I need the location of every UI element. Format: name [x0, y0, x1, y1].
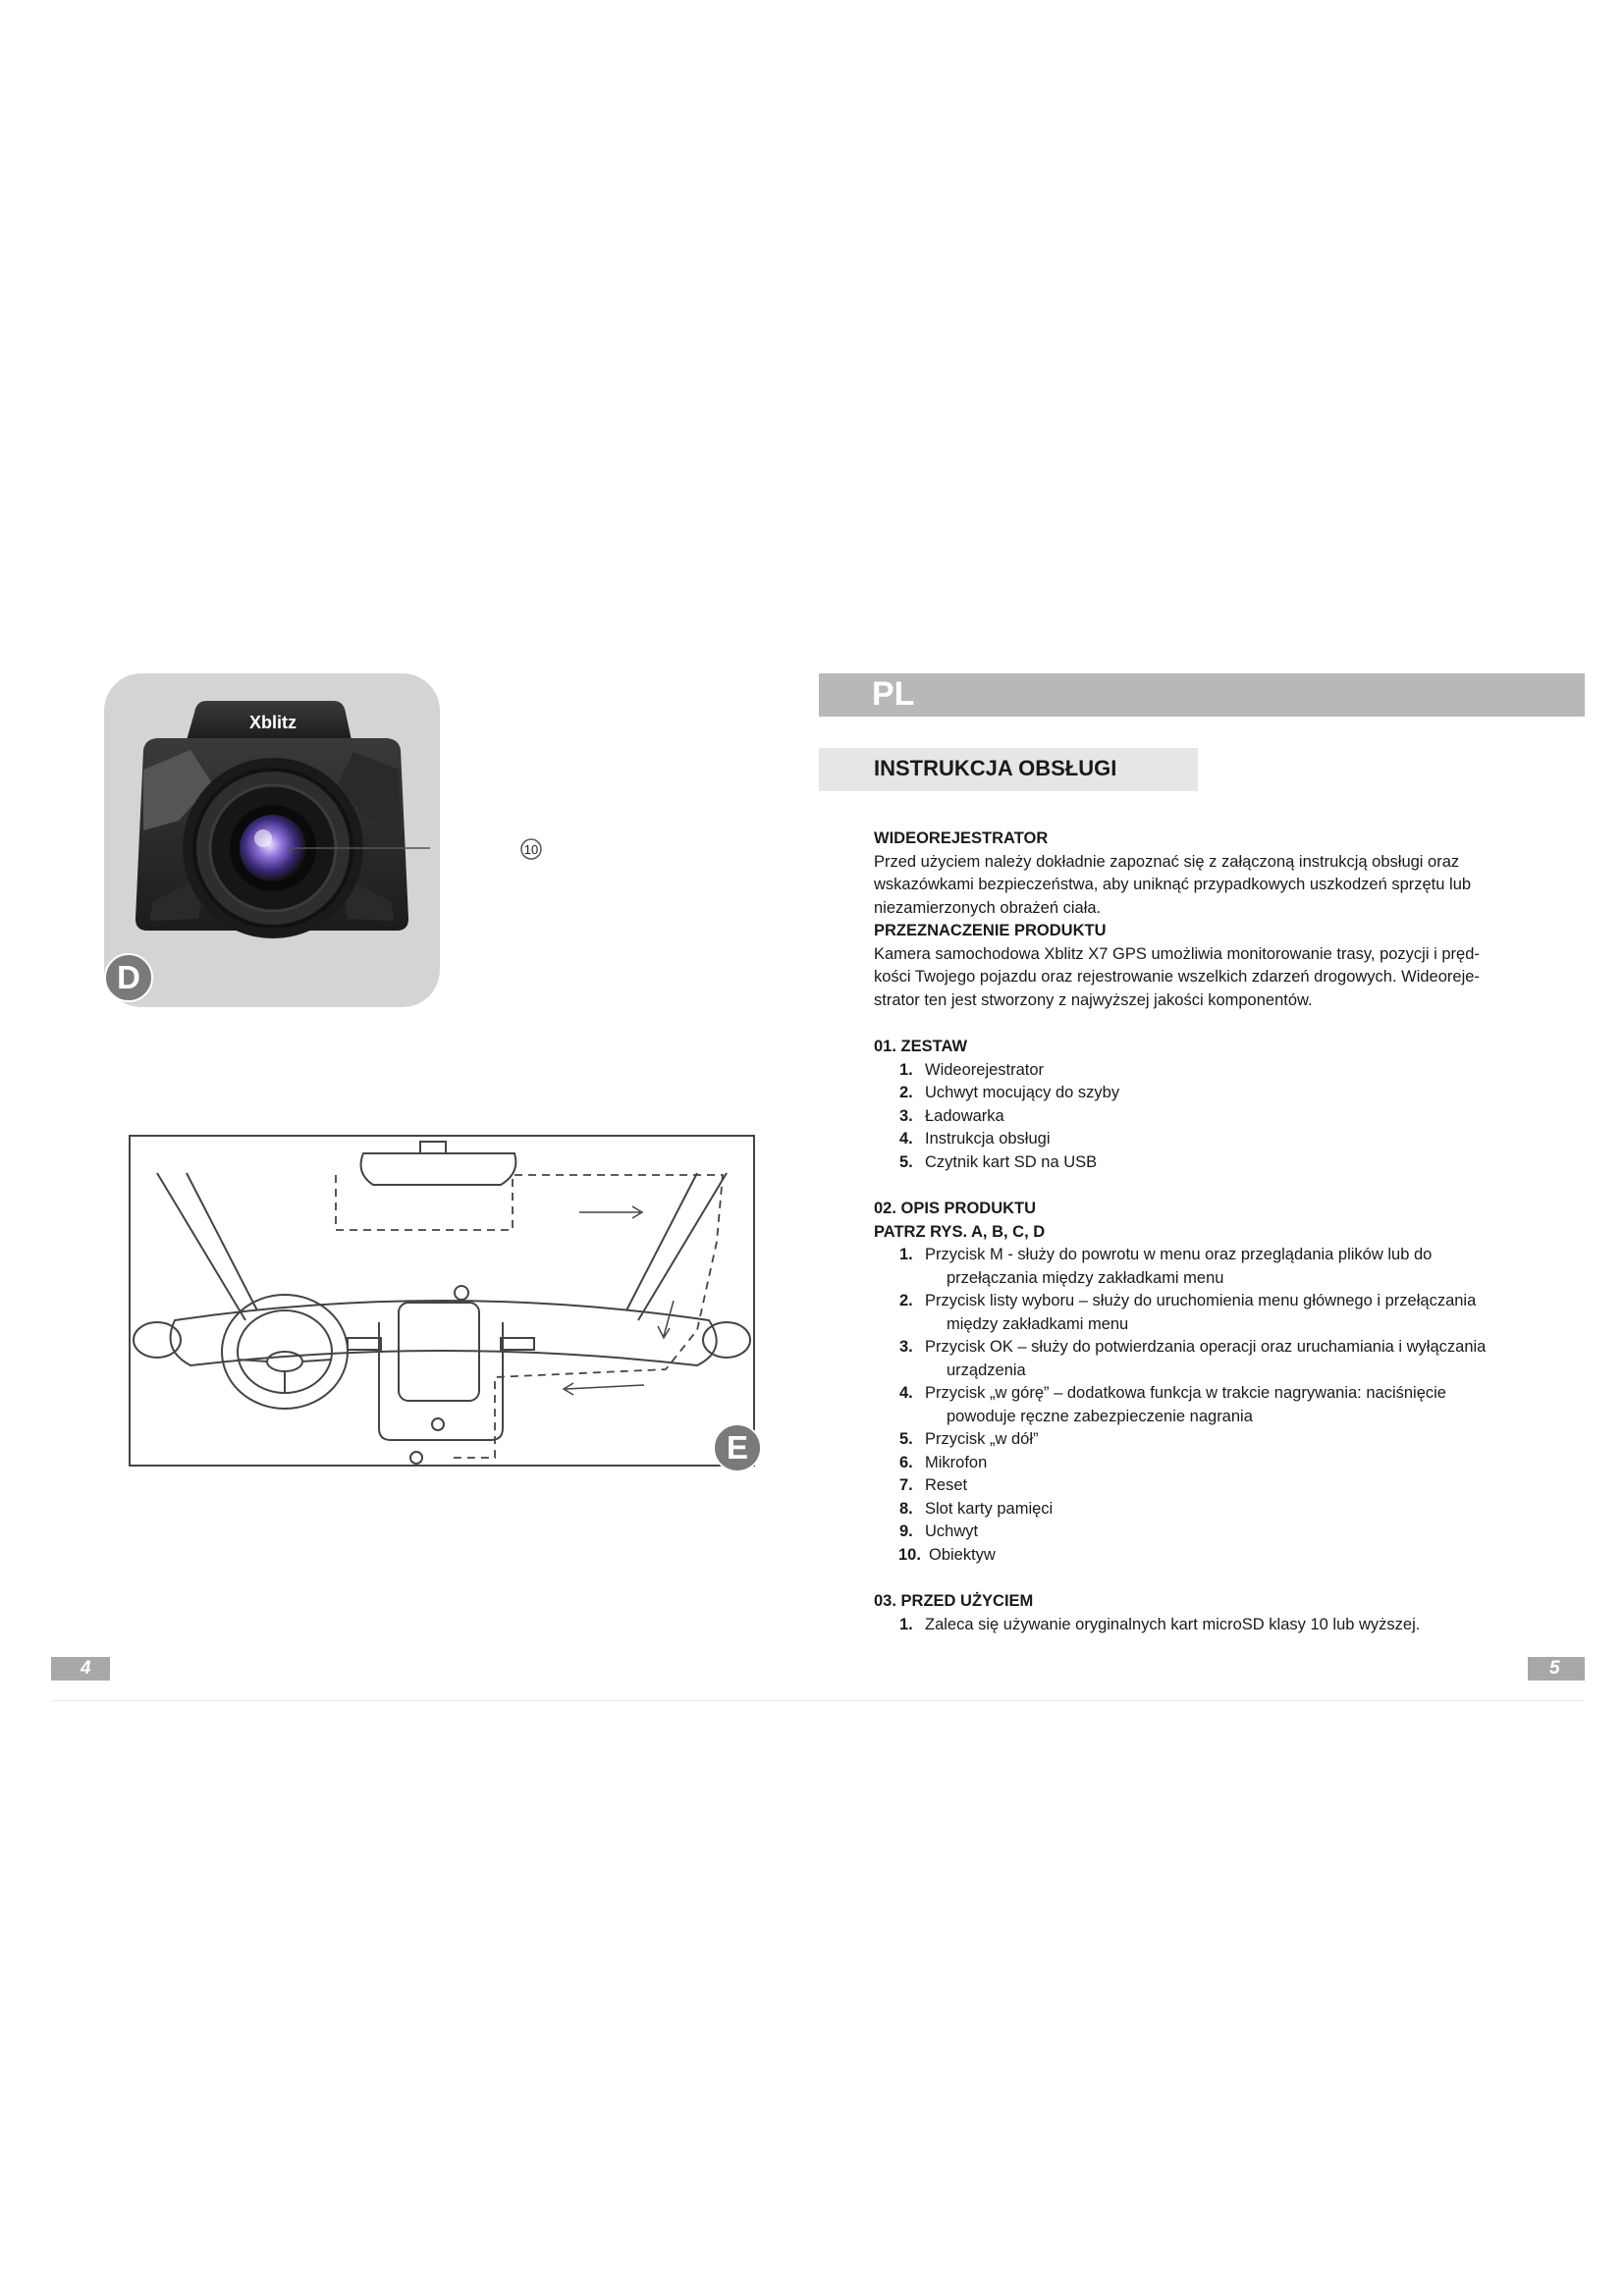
- list-item: 1. Przycisk M - służy do powrotu w menu oraz przeglądania plików lub do przełączania między zakładkami menu: [899, 1246, 1433, 1287]
- intro-line: wskazówkami bezpieczeństwa, aby uniknąć przypadkowych uszkodzeń sprzętu lub: [874, 876, 1472, 893]
- language-header-bar: [819, 673, 1585, 717]
- page-number-right: [1528, 1657, 1585, 1681]
- heading-opis-produktu: 02. OPIS PRODUKTU: [874, 1200, 1037, 1217]
- page-number-left: [51, 1657, 110, 1681]
- callout-10-marker: [518, 836, 544, 862]
- description-list: [874, 1244, 1542, 1567]
- heading-przed-uzyciem: 03. PRZED UŻYCIEM: [874, 1592, 1034, 1610]
- page-number-right-text: 5: [1549, 1658, 1560, 1679]
- section-title: INSTRUKCJA OBSŁUGI: [874, 756, 1117, 780]
- windshield-mount-illustration: [128, 1134, 756, 1468]
- kit-list: [874, 1059, 1542, 1175]
- page-number-left-text: 4: [81, 1658, 91, 1679]
- before-use-list: [874, 1614, 1542, 1637]
- purpose-line: strator ten jest stworzony z najwyższej jakości komponentów.: [874, 990, 1313, 1009]
- brand-logo: Xblitz: [249, 713, 297, 732]
- list-item: 5. Przycisk „w dół”: [899, 1430, 1039, 1448]
- list-item: 5. Czytnik kart SD na USB: [899, 1152, 1098, 1171]
- list-item: 4. Przycisk „w górę” – dodatkowa funkcja w trakcie nagrywania: naciśnięcie powoduje ręczne zabezpieczenie nagrania: [899, 1384, 1446, 1425]
- callout-number: 10: [523, 842, 539, 857]
- list-item: 2. Uchwyt mocujący do szyby: [899, 1084, 1120, 1101]
- list-item: 8. Slot karty pamięci: [899, 1499, 1054, 1518]
- dashcam-illustration: [104, 673, 440, 1007]
- list-item: 3. Przycisk OK – służy do potwierdzania operacji oraz uruchamiania i wyłączania urządzenia: [899, 1338, 1487, 1379]
- heading-zestaw: 01. ZESTAW: [874, 1038, 968, 1055]
- purpose-line: Kamera samochodowa Xblitz X7 GPS umożliwia monitorowanie trasy, pozycji i pręd-: [874, 944, 1480, 963]
- list-item: 9. Uchwyt: [899, 1522, 979, 1540]
- figure-label-d: D: [104, 953, 153, 1002]
- heading-przeznaczenie: PRZEZNACZENIE PRODUKTU: [874, 922, 1107, 939]
- intro-line: niezamierzonych obrażeń ciała.: [874, 898, 1102, 917]
- figure-e-windshield: [128, 1134, 756, 1468]
- section-title-bar: [819, 748, 1198, 791]
- footer-rule: [51, 1700, 1585, 1701]
- intro-line: Przed użyciem należy dokładnie zapoznać się z załączoną instrukcją obsługi oraz: [874, 852, 1460, 871]
- list-item: 4. Instrukcja obsługi: [899, 1130, 1051, 1148]
- list-item: 1. Wideorejestrator: [899, 1060, 1045, 1079]
- subheading-patrz-rys: PATRZ RYS. A, B, C, D: [874, 1222, 1046, 1241]
- manual-content: [874, 828, 1542, 1636]
- list-item: 3. Ładowarka: [899, 1106, 1004, 1125]
- list-item: 6. Mikrofon: [899, 1453, 988, 1471]
- list-item: 2. Przycisk listy wyboru – służy do uruchomienia menu głównego i przełączania między zakładkami menu: [899, 1292, 1477, 1333]
- list-item: 10. Obiektyw: [898, 1545, 996, 1564]
- list-item: 1. Zaleca się używanie oryginalnych kart microSD klasy 10 lub wyższej.: [899, 1615, 1421, 1633]
- purpose-line: kości Twojego pojazdu oraz rejestrowanie wszelkich zdarzeń drogowych. Wideoreje-: [874, 968, 1480, 986]
- language-code: PL: [872, 675, 915, 713]
- figure-d-dashcam: [104, 673, 440, 1007]
- figure-label-e: E: [713, 1423, 762, 1472]
- heading-wideorejestrator: WIDEOREJESTRATOR: [874, 829, 1049, 847]
- list-item: 7. Reset: [899, 1476, 968, 1494]
